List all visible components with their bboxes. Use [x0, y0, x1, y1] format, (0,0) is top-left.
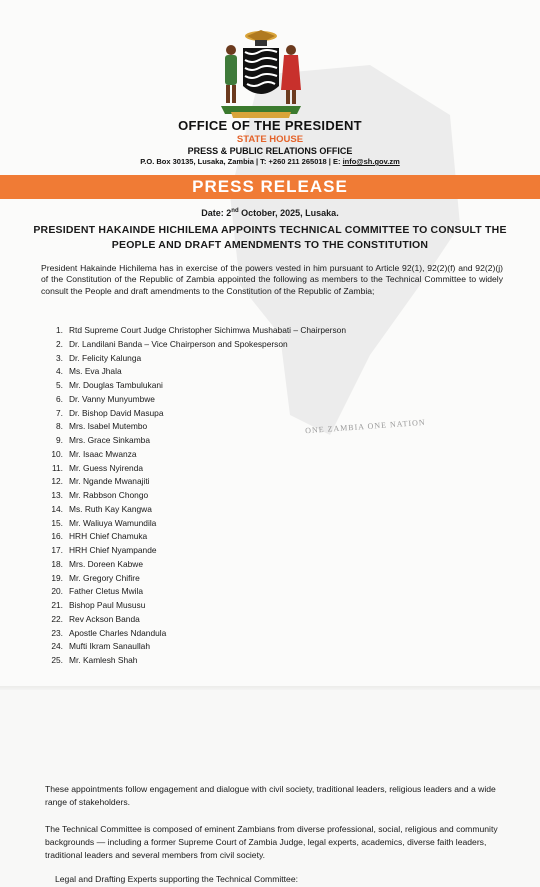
member-name: Mr. Kamlesh Shah: [69, 655, 138, 665]
member-name: Mr. Ngande Mwanajiti: [69, 476, 150, 487]
date-prefix: Date: 2: [201, 208, 232, 218]
contact-line: [0, 157, 540, 166]
member-name: Mrs. Grace Sinkamba: [69, 435, 150, 445]
member-number: 13.: [51, 490, 63, 500]
member-number: 20.: [51, 586, 63, 597]
date-ordinal: nd: [231, 208, 239, 214]
member-number: 4.: [56, 366, 63, 377]
member-name: HRH Chief Chamuka: [69, 531, 148, 542]
intro-paragraph: President Hakainde Hichilema has in exercise of the powers vested in him pursuant to Article 92(1), 92(2)(f) and 92(2)(j) of the Constitution of the Republic of Zambia appointed the following as members to the Technical Committee to widely consult the People and draft amendments to the Constitution of the Republic of Zambia;: [41, 263, 503, 296]
member-name: Rtd Supreme Court Judge Christopher Sichimwa Mushabati – Chairperson: [69, 325, 346, 335]
member-number: 16.: [51, 531, 63, 542]
member-number: 18.: [51, 558, 63, 569]
member-name: Rev Ackson Banda: [69, 613, 140, 624]
member-number: 3.: [56, 352, 63, 363]
office-title: OFFICE OF THE PRESIDENT: [178, 118, 362, 133]
member-number: 8.: [56, 421, 63, 432]
member-number: 21.: [51, 600, 63, 610]
member-name: Apostle Charles Ndandula: [69, 627, 167, 638]
press-release-banner: PRESS RELEASE: [0, 175, 540, 199]
member-number: 17.: [51, 545, 63, 555]
member-number: 15.: [51, 517, 63, 528]
member-item: [45, 640, 445, 654]
member-number: 24.: [51, 641, 63, 652]
member-number: 14.: [51, 503, 63, 514]
member-number: 6.: [56, 393, 63, 404]
member-item: [45, 530, 445, 544]
member-item: [45, 517, 445, 531]
member-item: [45, 503, 445, 517]
email-link[interactable]: info@sh.gov.zm: [342, 157, 400, 166]
member-name: Mufti Ikram Sanaullah: [69, 641, 150, 652]
member-item: [45, 572, 445, 586]
release-date: [0, 208, 540, 218]
member-item: [45, 585, 445, 599]
contact-details: P.O. Box 30135, Lusaka, Zambia | T: +260 211 265018 | E:: [140, 157, 343, 166]
member-item: [45, 434, 445, 448]
member-item: [45, 417, 445, 436]
member-number: 5.: [56, 380, 63, 390]
member-item: [45, 324, 445, 338]
coat-of-arms-icon: [211, 28, 311, 120]
member-item: [45, 544, 445, 558]
member-name: Mr. Douglas Tambulukani: [69, 380, 163, 390]
member-item: [45, 448, 445, 462]
member-name: Mr. Gregory Chifire: [69, 572, 140, 583]
member-item: [45, 489, 445, 503]
press-office-label: PRESS & PUBLIC RELATIONS OFFICE: [187, 146, 353, 156]
member-name: Mrs. Isabel Mutembo: [69, 421, 148, 432]
member-name: Ms. Ruth Kay Kangwa: [69, 503, 152, 514]
member-name: Dr. Bishop David Masupa: [69, 407, 164, 418]
member-name: Ms. Eva Jhala: [69, 366, 122, 377]
headline: PRESIDENT HAKAINDE HICHILEMA APPOINTS TECHNICAL COMMITTEE TO CONSULT THE PEOPLE AND DRAFT AMENDMENTS TO THE CONSTITUTION: [33, 224, 507, 251]
member-name: Mr. Waliuya Wamundila: [69, 517, 157, 528]
member-item: [45, 558, 445, 572]
watermark-text: ONE ZAMBIA ONE NATION: [304, 417, 426, 436]
state-house-label: STATE HOUSE: [236, 134, 304, 145]
member-item: [45, 462, 445, 476]
member-item: [45, 613, 445, 627]
member-number: 10.: [51, 448, 63, 459]
member-number: 25.: [51, 655, 63, 665]
member-item: [45, 627, 445, 641]
member-name: Dr. Landilani Banda – Vice Chairperson and Spokesperson: [69, 338, 288, 349]
member-item: [45, 599, 445, 613]
member-name: Mrs. Doreen Kabwe: [69, 558, 144, 569]
member-number: 22.: [51, 613, 63, 624]
member-name: Mr. Isaac Mwanza: [69, 448, 137, 459]
member-number: 1.: [56, 325, 63, 335]
member-name: HRH Chief Nyampande: [69, 545, 157, 555]
date-rest: October, 2025, Lusaka.: [238, 208, 339, 218]
member-item: [45, 338, 445, 352]
member-name: Dr. Vanny Munyumbwe: [69, 393, 155, 404]
member-number: 11.: [51, 462, 63, 473]
member-item: [45, 393, 445, 407]
member-name: Bishop Paul Mususu: [69, 600, 146, 610]
member-number: 2.: [56, 338, 63, 349]
member-item: [45, 365, 445, 379]
member-number: 19.: [51, 572, 63, 583]
member-item: [45, 475, 445, 489]
member-number: 12.: [51, 476, 63, 487]
paragraph-legal-experts: Legal and Drafting Experts supporting the Technical Committee:: [55, 874, 298, 884]
member-number: 9.: [56, 435, 63, 445]
member-name: Father Cletus Mwila: [69, 586, 144, 597]
member-name: Dr. Felicity Kalunga: [69, 352, 142, 363]
member-number: 7.: [56, 407, 63, 418]
paragraph-engagement: These appointments follow engagement and dialogue with civil society, traditional leaders, religious leaders and a wide range of stakeholders.: [45, 784, 496, 807]
letterhead: [0, 118, 540, 166]
member-item: [45, 407, 445, 421]
member-item: [45, 379, 445, 393]
member-item: [45, 352, 445, 366]
member-name: Mr. Guess Nyirenda: [69, 462, 144, 473]
member-item: [45, 654, 445, 668]
member-name: Mr. Rabbson Chongo: [69, 490, 149, 500]
member-number: 23.: [51, 627, 63, 638]
paragraph-composition: The Technical Committee is composed of eminent Zambians from diverse professional, social, religious and community backgrounds — including a former Supreme Court of Zambia Judge, legal experts, academics, diverse faith leaders, traditional leaders and several members from civil society.: [45, 824, 498, 860]
committee-members-list: [45, 324, 445, 668]
